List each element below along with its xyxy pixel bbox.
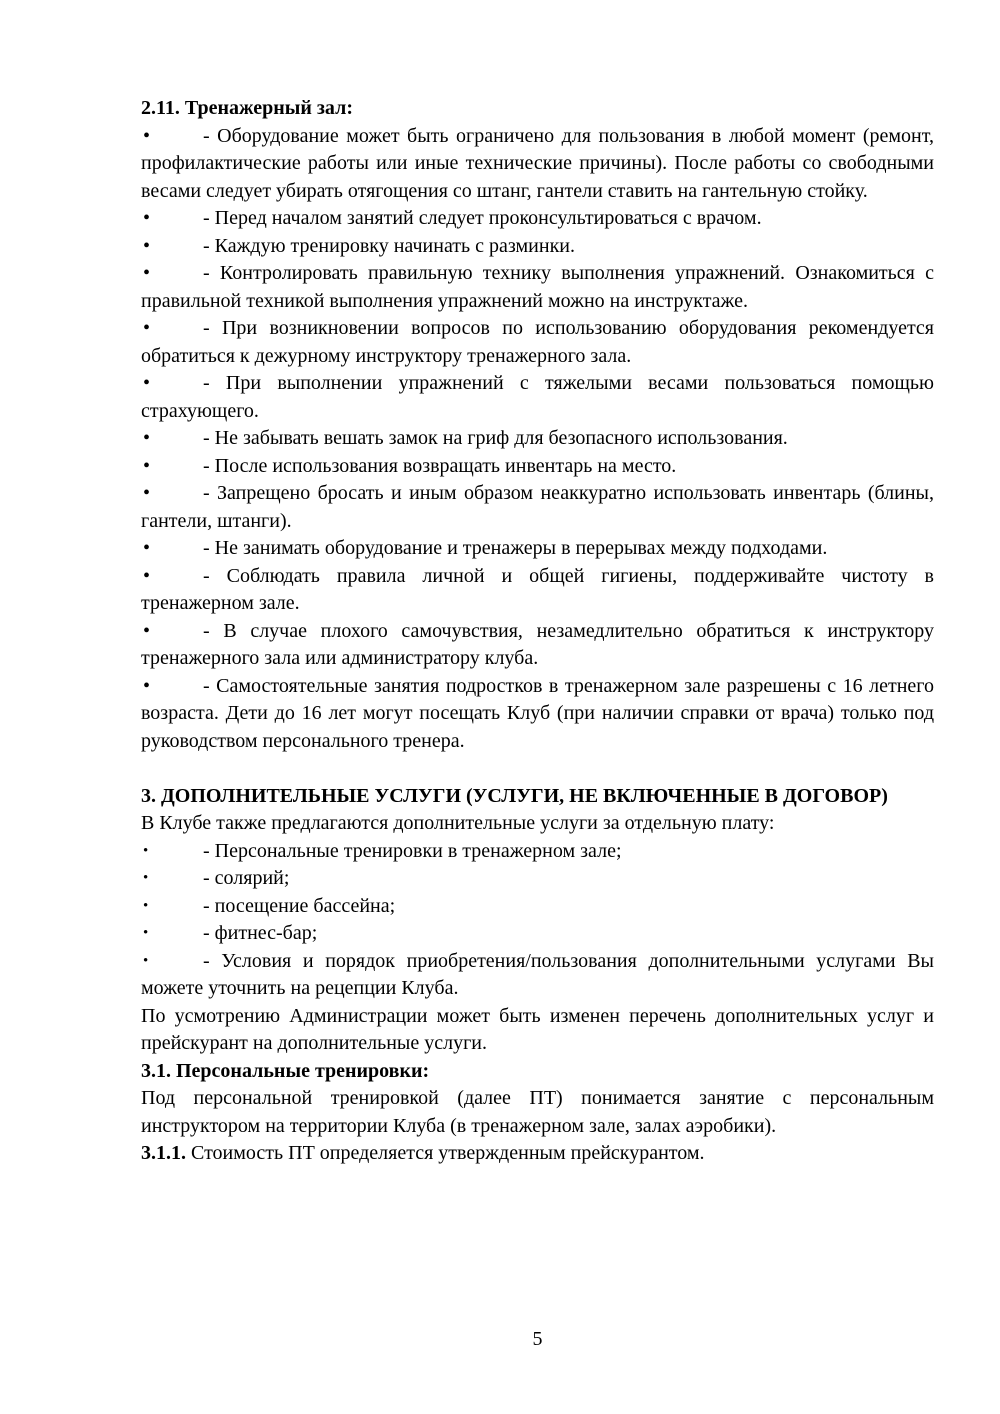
section-2-11-heading: 2.11. Тренажерный зал: [141, 97, 353, 119]
bullet-icon: • [143, 372, 151, 394]
list-item [141, 673, 934, 756]
section-3-1-1-paragraph [141, 1140, 934, 1168]
bullet-icon: • [143, 317, 151, 339]
list-item [141, 315, 934, 370]
page-content [141, 95, 934, 1168]
list-item [141, 893, 934, 921]
list-item [141, 920, 934, 948]
section-3-intro: В Клубе также предлагаются дополнительные услуги за отдельную плату: [141, 812, 775, 834]
list-item [141, 563, 934, 618]
bullet-icon: • [143, 564, 151, 587]
list-item-text: - При возникновении вопросов по использованию оборудования рекомендуется обратиться к дежурному инструктору тренажерного зала. [141, 317, 934, 367]
list-item-text: - посещение бассейна; [203, 894, 396, 917]
list-item-text: - солярий; [203, 867, 290, 889]
bullet-icon: • [143, 234, 151, 257]
bullet-icon: • [143, 897, 149, 914]
list-item [141, 948, 934, 1003]
bullet-icon: • [143, 207, 151, 229]
list-item-text: - В случае плохого самочувствия, незамедлительно обратиться к инструктору тренажерного зала или администратору клуба. [141, 619, 934, 669]
list-item [141, 205, 934, 233]
bullet-icon: • [143, 870, 149, 886]
bullet-icon: • [143, 537, 151, 559]
list-item-text: - Оборудование может быть ограничено для пользования в любой момент (ремонт, профилактические работы или иные технические причины). После работы со свободными весами следует убирать отягощения со штанг, гантели ставить на гантельную стойку. [141, 124, 934, 202]
list-item-text: - Персональные тренировки в тренажерном зале; [203, 839, 622, 862]
section-gap [141, 755, 934, 783]
bullet-icon: • [143, 427, 151, 449]
list-item [141, 480, 934, 535]
list-item-text: - При выполнении упражнений с тяжелыми весами пользоваться помощью страхующего. [141, 372, 934, 422]
page-number: 5 [532, 1328, 543, 1350]
bullet-icon: • [143, 482, 151, 504]
list-item [141, 425, 934, 453]
list-item-text: - Не забывать вешать замок на гриф для безопасного использования. [203, 427, 788, 449]
list-item [141, 865, 934, 893]
list-item [141, 123, 934, 206]
list-item [141, 453, 934, 481]
list-item-text: - Не занимать оборудование и тренажеры в перерывах между подходами. [203, 537, 828, 559]
list-item [141, 838, 934, 866]
bullet-icon: • [143, 124, 151, 147]
section-3-note: По усмотрению Администрации может быть изменен перечень дополнительных услуг и прейскурант на дополнительные услуги. [141, 1004, 934, 1054]
bullet-icon: • [143, 952, 149, 969]
section-3-1-heading: 3.1. Персональные тренировки: [141, 1059, 430, 1082]
bullet-icon: • [143, 674, 151, 697]
list-item-text: - Контролировать правильную технику выполнения упражнений. Ознакомиться с правильной техникой выполнения упражнений можно на инструктаже. [141, 262, 934, 312]
bullet-icon: • [143, 925, 149, 941]
bullet-icon: • [143, 454, 151, 477]
bullet-icon: • [143, 262, 151, 284]
bullet-icon: • [143, 842, 149, 859]
list-item-text: - Запрещено бросать и иным образом неаккуратно использовать инвентарь (блины, гантели, штанги). [141, 482, 934, 532]
list-item [141, 260, 934, 315]
list-item [141, 233, 934, 261]
list-item-text: - Перед началом занятий следует проконсультироваться с врачом. [203, 207, 762, 229]
list-item-text: - После использования возвращать инвентарь на место. [203, 454, 677, 477]
list-item [141, 618, 934, 673]
list-item-text: - фитнес-бар; [203, 922, 318, 944]
list-item-text: - Условия и порядок приобретения/пользования дополнительными услугами Вы можете уточнить на рецепции Клуба. [141, 949, 934, 999]
clause-text: Стоимость ПТ определяется утвержденным прейскурантом. [191, 1142, 705, 1164]
section-3-1-body: Под персональной тренировкой (далее ПТ) понимается занятие с персональным инструктором на территории Клуба (в тренажерном зале, залах аэробики). [141, 1087, 934, 1137]
list-item [141, 370, 934, 425]
section-3-heading: 3. ДОПОЛНИТЕЛЬНЫЕ УСЛУГИ (УСЛУГИ, НЕ ВКЛЮЧЕННЫЕ В ДОГОВОР) [141, 784, 888, 807]
clause-number: 3.1.1. [141, 1142, 186, 1164]
bullet-icon: • [143, 619, 151, 642]
list-item-text: - Соблюдать правила личной и общей гигиены, поддерживайте чистоту в тренажерном зале. [141, 564, 934, 614]
list-item-text: - Каждую тренировку начинать с разминки. [203, 234, 576, 257]
list-item-text: - Самостоятельные занятия подростков в тренажерном зале разрешены с 16 летнего возраста. Дети до 16 лет могут посещать Клуб (при наличии справки от врача) только под руководством персонального тренера. [141, 674, 934, 752]
list-item [141, 535, 934, 563]
